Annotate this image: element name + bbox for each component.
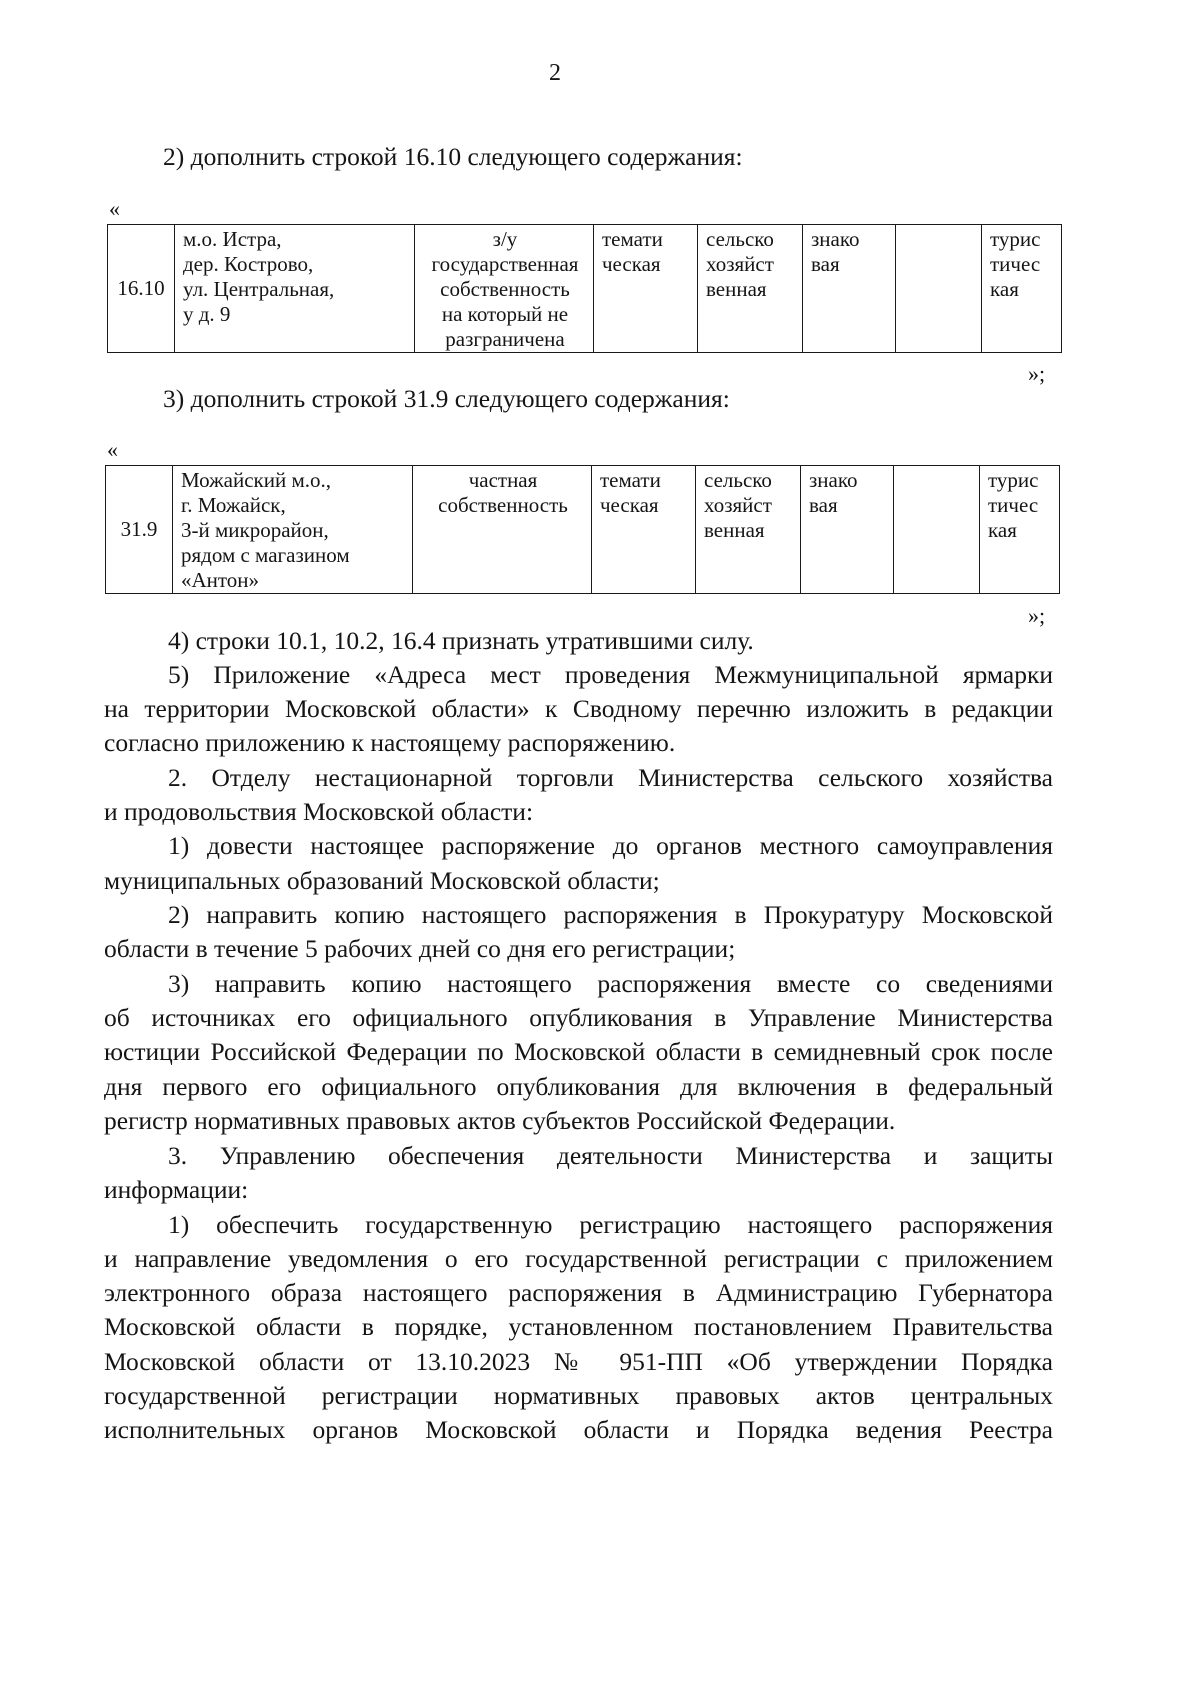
body-line: и направление уведомления о его государственной регистрации с приложением [104, 1244, 1053, 1273]
category-line: сельско [706, 227, 774, 251]
category-cell [696, 466, 801, 594]
category-cell [698, 225, 803, 353]
body-line: и продовольствия Московской области: [104, 797, 534, 826]
body-line: государственной регистрации нормативных правовых актов центральных [104, 1381, 1053, 1410]
address-line: м.о. Истра, [183, 227, 282, 251]
address-line: рядом с магазином [181, 543, 350, 567]
property-line: частная [468, 468, 538, 492]
body-line: Московской области от 13.10.2023 № 951-ПП «Об утверждении Порядка [104, 1347, 1053, 1376]
specialization-cell [982, 225, 1062, 353]
table-row-31-9 [105, 465, 1060, 594]
body-line: 1) довести настоящее распоряжение до органов местного самоуправления [168, 831, 1053, 860]
row-number-cell [108, 225, 175, 353]
address-line: дер. Кострово, [183, 252, 314, 276]
specialization-line: тичес [988, 493, 1039, 517]
fair-type-line: ческая [600, 493, 659, 517]
property-cell [413, 466, 592, 594]
period-line: вая [809, 493, 838, 517]
category-line: венная [704, 518, 765, 542]
specialization-line: тичес [990, 252, 1041, 276]
address-line: г. Можайск, [181, 493, 286, 517]
period-line: знако [809, 468, 858, 492]
property-line: разграничена [445, 327, 565, 351]
body-line: 3) направить копию настоящего распоряжения вместе со сведениями [168, 969, 1053, 998]
body-line: дня первого его официального опубликования для включения в федеральный [104, 1072, 1053, 1101]
body-line: области в течение 5 рабочих дней со дня его регистрации; [104, 934, 736, 963]
address-line: «Антон» [181, 568, 260, 592]
address-line: ул. Центральная, [183, 277, 335, 301]
property-cell [415, 225, 594, 353]
property-line: собственность [440, 277, 570, 301]
period-line: знако [811, 227, 860, 251]
row-number-cell [106, 466, 173, 594]
body-line: 4) строки 10.1, 10.2, 16.4 признать утратившими силу. [168, 626, 754, 655]
fair-type-line: темати [602, 227, 663, 251]
property-line: собственность [438, 493, 568, 517]
fair-type-line: темати [600, 468, 661, 492]
empty-cell [896, 225, 982, 353]
body-line: регистр нормативных правовых актов субъектов Российской Федерации. [104, 1106, 896, 1135]
property-line: на который не [441, 302, 569, 326]
property-line: з/у [492, 227, 518, 251]
page-number: 2 [549, 60, 561, 86]
specialization-line: кая [990, 277, 1019, 301]
fair-type-line: ческая [602, 252, 661, 276]
body-line: юстиции Российской Федерации по Московской области в семидневный срок после [104, 1037, 1053, 1066]
category-line: сельско [704, 468, 772, 492]
body-line: информации: [104, 1175, 249, 1204]
body-line: Московской области в порядке, установленном постановлением Правительства [104, 1312, 1053, 1341]
open-quote: « [109, 196, 120, 221]
address-line: у д. 9 [183, 302, 231, 326]
body-line: 2) направить копию настоящего распоряжения в Прокуратуру Московской [168, 900, 1053, 929]
body-line: согласно приложению к настоящему распоряжению. [104, 728, 676, 757]
category-line: хозяйст [706, 252, 774, 276]
specialization-line: турис [988, 468, 1039, 492]
property-line: государственная [431, 252, 579, 276]
period-cell [803, 225, 896, 353]
address-line: 3-й микрорайон, [181, 518, 329, 542]
address-cell [175, 225, 415, 353]
body-line: 2. Отделу нестационарной торговли Министерства сельского хозяйства [168, 763, 1053, 792]
period-line: вая [811, 252, 840, 276]
row-number: 16.10 [117, 276, 165, 300]
address-line: Можайский м.о., [181, 468, 331, 492]
fair-type-cell [592, 466, 696, 594]
body-line: 1) обеспечить государственную регистрацию настоящего распоряжения [168, 1210, 1053, 1239]
empty-cell [894, 466, 980, 594]
body-line: на территории Московской области» к Сводному перечню изложить в редакции [104, 694, 1053, 723]
period-cell [801, 466, 894, 594]
table-row-16-10 [107, 224, 1062, 353]
body-line: электронного образа настоящего распоряжения в Администрацию Губернатора [104, 1278, 1053, 1307]
body-line: об источниках его официального опубликования в Управление Министерства [104, 1003, 1053, 1032]
open-quote: « [107, 437, 118, 462]
amendment-item-2: 2) дополнить строкой 16.10 следующего содержания: [163, 142, 743, 171]
specialization-line: турис [990, 227, 1041, 251]
close-quote: »; [1028, 603, 1046, 628]
fair-type-cell [594, 225, 698, 353]
body-line: муниципальных образований Московской области; [104, 866, 660, 895]
category-line: хозяйст [704, 493, 772, 517]
close-quote: »; [1028, 361, 1046, 386]
specialization-cell [980, 466, 1060, 594]
category-line: венная [706, 277, 767, 301]
amendment-item-3: 3) дополнить строкой 31.9 следующего содержания: [163, 384, 730, 413]
body-line: исполнительных органов Московской области и Порядка ведения Реестра [104, 1415, 1053, 1444]
address-cell [173, 466, 413, 594]
body-line: 5) Приложение «Адреса мест проведения Межмуниципальной ярмарки [168, 660, 1053, 689]
specialization-line: кая [988, 518, 1017, 542]
row-number: 31.9 [120, 517, 158, 541]
body-line: 3. Управлению обеспечения деятельности Министерства и защиты [168, 1141, 1053, 1170]
